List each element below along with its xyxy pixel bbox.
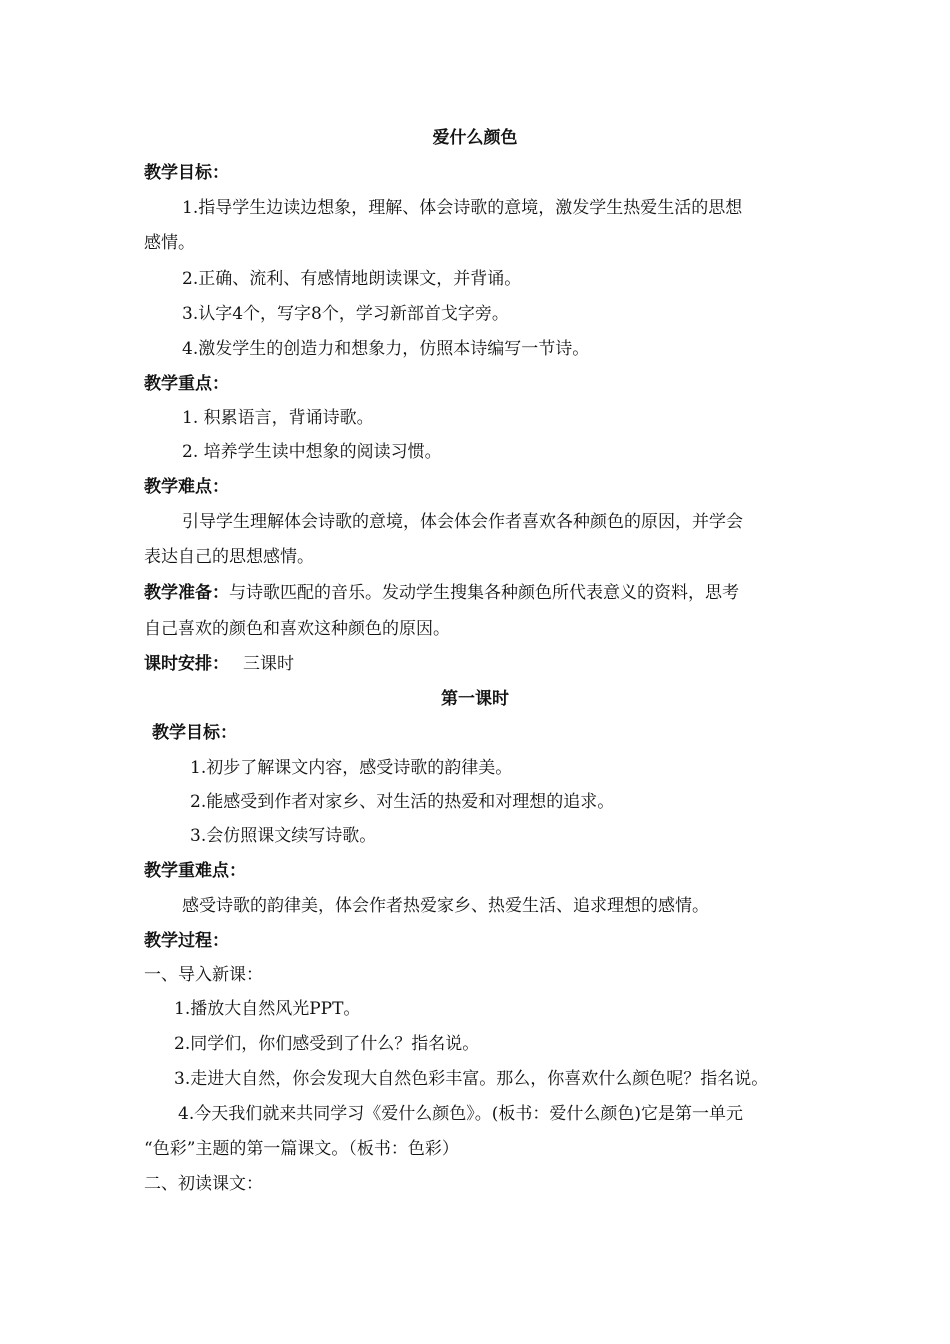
lesson-one-key-text: 感受诗歌的韵律美，体会作者热爱家乡、热爱生活、追求理想的感情。: [182, 896, 709, 916]
difficult-point-text-continued: 表达自己的思想感情。: [144, 547, 314, 567]
section-one-item: 2.同学们，你们感受到了什么？指名说。: [174, 1034, 480, 1054]
process-heading: 教学过程：: [144, 931, 229, 951]
schedule-line: [144, 653, 834, 675]
document-title: 爱什么颜色: [432, 128, 518, 148]
key-points-heading: 教学重点：: [144, 374, 229, 394]
section-one-item: 3.走进大自然，你会发现大自然色彩丰富。那么，你喜欢什么颜色呢？指名说。: [174, 1069, 769, 1089]
lesson-one-goal-item: 1.初步了解课文内容，感受诗歌的韵律美。: [190, 758, 513, 778]
preparation-text-continued: 自己喜欢的颜色和喜欢这种颜色的原因。: [144, 619, 450, 639]
section-two-heading: 二、初读课文：: [144, 1174, 263, 1194]
lesson-one-title: 第一课时: [441, 689, 509, 709]
goal-item: 1.指导学生边读边想象，理解、体会诗歌的意境，激发学生热爱生活的思想: [182, 198, 743, 218]
key-point-item: 1. 积累语言，背诵诗歌。: [182, 408, 374, 428]
section-one-heading: 一、导入新课：: [144, 965, 263, 985]
lesson-one-goal-item: 3.会仿照课文续写诗歌。: [190, 826, 377, 846]
goals-heading: 教学目标：: [144, 163, 229, 183]
section-one-item: 1.播放大自然风光PPT。: [174, 999, 361, 1019]
section-one-item: 4.今天我们就来共同学习《爱什么颜色》。(板书：爱什么颜色)它是第一单元: [178, 1104, 743, 1124]
schedule-heading: 课时安排：: [144, 654, 229, 674]
section-one-item-continued: “色彩”主题的第一篇课文。（板书：色彩）: [144, 1139, 459, 1159]
difficult-points-heading: 教学难点：: [144, 477, 229, 497]
lesson-one-key-heading: 教学重难点：: [144, 861, 246, 881]
preparation-paragraph: [144, 582, 834, 604]
preparation-text: 与诗歌匹配的音乐。发动学生搜集各种颜色所代表意义的资料，思考: [229, 583, 739, 603]
goal-item-continued: 感情。: [144, 233, 195, 253]
goal-item: 4.激发学生的创造力和想象力，仿照本诗编写一节诗。: [182, 339, 590, 359]
lesson-one-goals-heading: 教学目标：: [152, 723, 237, 743]
key-point-item: 2. 培养学生读中想象的阅读习惯。: [182, 442, 442, 462]
schedule-value: 三课时: [243, 654, 294, 674]
lesson-one-goal-item: 2.能感受到作者对家乡、对生活的热爱和对理想的追求。: [190, 792, 615, 812]
goal-item: 3.认字4个，写字8个，学习新部首戈字旁。: [182, 304, 509, 324]
difficult-point-text: 引导学生理解体会诗歌的意境，体会体会作者喜欢各种颜色的原因，并学会: [182, 512, 743, 532]
goal-item: 2.正确、流利、有感情地朗读课文，并背诵。: [182, 269, 522, 289]
preparation-heading: 教学准备：: [144, 583, 229, 603]
